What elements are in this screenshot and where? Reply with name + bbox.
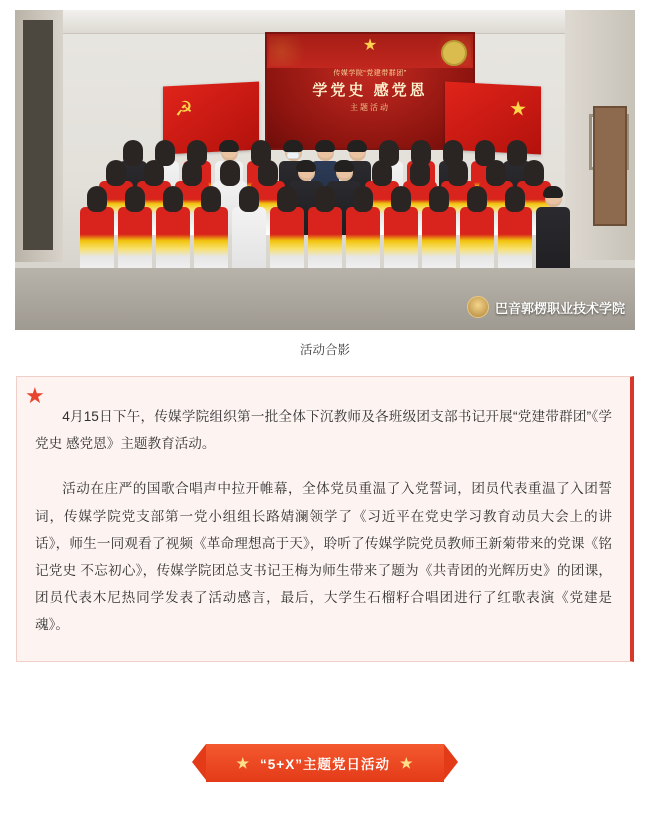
youth-league-emblem-icon: ★ bbox=[509, 97, 527, 121]
star-icon: ★ bbox=[25, 383, 45, 408]
hammer-sickle-icon: ☭ bbox=[175, 97, 193, 121]
five-pointed-star-icon: ★ bbox=[362, 37, 378, 54]
photo-caption: 活动合影 bbox=[299, 343, 350, 357]
watermark-text: 巴音郭楞职业技术学院 bbox=[494, 300, 625, 316]
group-photo bbox=[15, 10, 635, 330]
ribbon-container bbox=[0, 744, 650, 782]
article-paragraph-2: 活动在庄严的国歌合唱声中拉开帷幕，全体党员重温了入党誓词，团员代表重温了入团誓词，传媒学院党支部第一党小组组长路婧澜领学了《习近平在党史学习教育动员大会上的讲话》，师生一同观看了视频《革命理想高于天》，聆听了传媒学院党员教师王新菊带来的党课《铭记党史 不忘初心》，传媒学院团总支书记王梅为师生带来了题为《共青团的光辉历史》的团课，团员代表木尼热同学发表了活动感言，最后，大学生石榴籽合唱团进行了红歌表演《党建是魂》。 bbox=[35, 481, 612, 633]
party-emblem-badge-icon bbox=[441, 40, 467, 66]
screen-main-title: 学党史 感党恩 bbox=[312, 82, 428, 99]
watermark bbox=[467, 296, 625, 318]
ribbon-label: “5+X”主题党日活动 bbox=[260, 757, 390, 772]
stage-screen bbox=[265, 32, 475, 150]
article-page bbox=[0, 10, 650, 840]
screen-decoration-left bbox=[269, 36, 311, 66]
article-body bbox=[16, 376, 634, 662]
school-seal-icon bbox=[467, 296, 489, 318]
screen-event-label: 主题活动 bbox=[350, 103, 390, 112]
article-paragraph-1: 4月15日下午，传媒学院组织第一批全体下沉教师及各班级团支部书记开展“党建带群团”《学党史 感党恩》主题教育活动。 bbox=[35, 409, 612, 452]
star-icon: ★ bbox=[399, 754, 414, 771]
ceiling bbox=[55, 10, 575, 34]
theme-ribbon bbox=[206, 744, 443, 782]
screen-subtitle-top: 传媒学院“党建带群团” bbox=[333, 70, 407, 77]
star-icon: ★ bbox=[236, 754, 251, 771]
